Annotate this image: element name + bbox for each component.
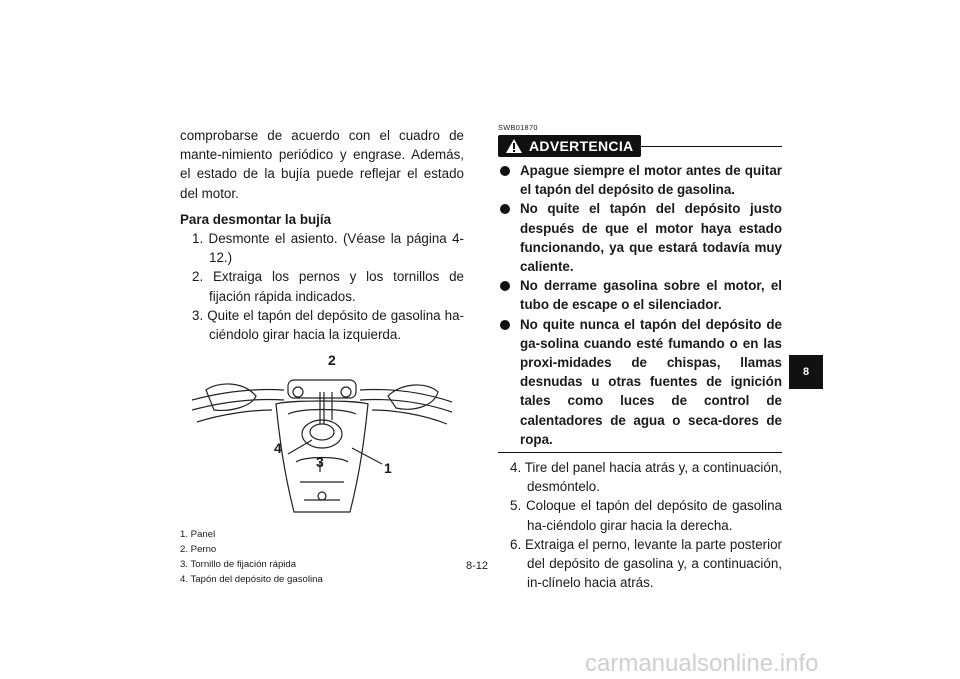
callout-3: 3: [316, 454, 324, 471]
step-list-left: [180, 229, 464, 344]
step-item: 6. Extraiga el perno, levante la parte posterior del depósito de gasolina y, a continuación, in-clínelo hacia atrás.: [510, 536, 782, 591]
caption-item: 1. Panel: [180, 529, 216, 541]
handlebar-illustration: [192, 352, 452, 522]
callout-1: 1: [384, 460, 392, 477]
bullet-icon: [500, 204, 510, 214]
warning-item: No derrame gasolina sobre el motor, el tubo de escape o el silenciador.: [498, 276, 782, 314]
warning-triangle-icon: [505, 138, 523, 154]
figure-captions: [180, 528, 464, 587]
warning-title: ADVERTENCIA: [529, 138, 634, 154]
warning-item: No quite el tapón del depósito justo después de que el motor haya estado funcionando, ya que estará todavía muy caliente.: [498, 199, 782, 276]
page-number: 8-12: [466, 560, 489, 572]
step-item: 3. Quite el tapón del depósito de gasolina ha-ciéndolo girar hacia la izquierda.: [192, 307, 464, 343]
caption-item: 4. Tapón del depósito de gasolina: [180, 573, 323, 585]
step-item: 5. Coloque el tapón del depósito de gasolina ha-ciéndolo girar hacia la derecha.: [510, 498, 782, 533]
watermark: carmanualsonline.info: [585, 650, 819, 677]
bullet-icon: [500, 166, 510, 176]
warning-list: [498, 161, 782, 449]
step-item: 2. Extraiga los pernos y los tornillos de fijación rápida indicados.: [192, 269, 464, 304]
bullet-icon: [500, 320, 510, 330]
warning-header: [498, 134, 782, 158]
step-item: 4. Tire del panel hacia atrás y, a continuación, desmóntelo.: [510, 460, 782, 495]
callout-4: 4: [274, 440, 282, 457]
bullet-icon: [500, 281, 510, 291]
left-column: [180, 126, 464, 587]
section-heading: Para desmontar la bujía: [180, 211, 332, 227]
handlebar-drawing: [192, 352, 452, 522]
warning-rule-bottom: [498, 452, 782, 453]
warning-rule-top: [641, 134, 782, 147]
caption-item: 3. Tornillo de fijación rápida: [180, 558, 297, 570]
warning-badge: [498, 135, 641, 157]
warning-code: SWB01870: [498, 123, 538, 132]
intro-paragraph: comprobarse de acuerdo con el cuadro de mante-nimiento periódico y engrase. Además, el estado de la bujía puede reflejar el estado del motor.: [180, 128, 464, 201]
step-item: 1. Desmonte el asiento. (Véase la página 4-12.): [192, 231, 464, 266]
caption-item: 2. Perno: [180, 544, 217, 556]
right-column: [498, 123, 782, 592]
callout-2: 2: [328, 352, 336, 369]
step-list-right: [498, 458, 782, 592]
warning-item: Apague siempre el motor antes de quitar el tapón del depósito de gasolina.: [498, 161, 782, 199]
chapter-tab: 8: [789, 355, 823, 389]
warning-item: No quite nunca el tapón del depósito de ga-solina cuando esté fumando o en las proxi-midades de chispas, llamas desnudas u otras fuentes de ignición tales como luces de control de calentadores de agua o seca-dores de ropa.: [498, 315, 782, 449]
